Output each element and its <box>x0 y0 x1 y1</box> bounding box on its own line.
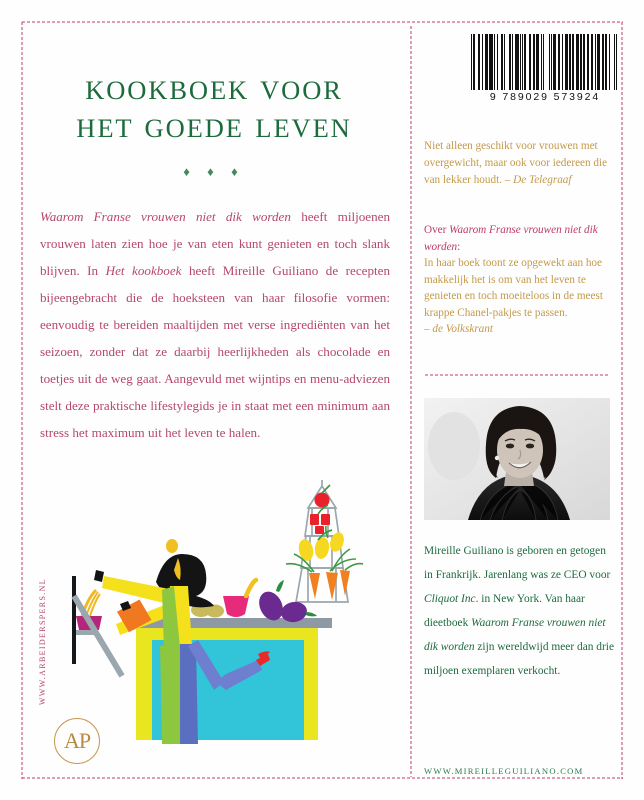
diamond-ornament-icon: ♦ ♦ ♦ <box>183 164 245 180</box>
bio-segment-3: . in New York. Van haar dieetboek <box>424 592 585 629</box>
broom-handle <box>74 596 122 676</box>
hand-icon <box>94 570 104 582</box>
blurb-title-italic-2: Het kookboek <box>105 263 182 279</box>
author-portrait <box>424 398 610 520</box>
hair-bun <box>166 539 178 553</box>
border-top <box>21 21 623 23</box>
quote-2-body: In haar boek toont ze opgewekt aan hoe makkelijk het is om van het leven te genieten en toch moeiteloos in de meest krappe Chanel-pakjes te passen. <box>424 257 603 319</box>
border-left <box>21 21 23 779</box>
press-quote-2 <box>424 222 616 338</box>
quote-2-head-suffix: : <box>457 240 461 253</box>
press-quote-1 <box>424 138 614 189</box>
page-title <box>34 72 394 147</box>
blurb-segment-4: heeft Mireille Guiliano de recepten bijeengebracht die de hoeksteen van haar filosofie vormen: eenvoudig te bereiden maaltijden met verse ingrediënten van het seizoen, zonder dat ze daarbij heerlijkheden als chocolade en toetjes uit de weg gaat. Aangevuld met wijntips en menu-adviezen stelt deze praktische lifestylegids je in staat met een minimum aan stress het maximum uit het leven te halen. <box>40 263 390 440</box>
bio-title-italic: Waarom Franse vrouwen niet dik worden <box>424 616 606 653</box>
author-website[interactable]: WWW.MIREILLEGUILIANO.COM <box>424 766 584 776</box>
blurb-title-italic-1: Waarom Franse vrouwen niet dik worden <box>40 209 291 225</box>
title-line-2: HET GOEDE LEVEN <box>76 112 352 143</box>
bio-segment-5: zijn wereldwijd meer dan drie miljoen exemplaren verkocht. <box>424 640 614 677</box>
border-bottom <box>21 777 623 779</box>
quote-1-source: De Telegraaf <box>513 174 572 187</box>
author-bio <box>424 540 614 684</box>
blurb-text <box>34 204 394 447</box>
border-right <box>621 21 623 779</box>
title-line-1: KOOKBOEK VOOR <box>85 75 343 105</box>
quote-1-text: Niet alleen geschikt voor vrouwen met overgewicht, maar ook voor iedereen die van lekker houdt. – <box>424 140 608 187</box>
title-block <box>34 72 394 147</box>
leg <box>180 644 198 744</box>
illustration-svg <box>60 478 405 748</box>
wall-edge <box>72 576 76 664</box>
column-divider <box>410 25 412 777</box>
right-column <box>424 26 620 776</box>
quote-2-head-title: Waarom Franse vrouwen niet dik worden <box>424 224 598 253</box>
barcode <box>471 34 619 103</box>
publisher-logo: AP <box>54 718 100 764</box>
bio-segment-1: Mireille Guiliano is geboren en getogen in Frankrijk. Jarenlang was ze CEO voor <box>424 545 611 581</box>
basket-produce-icon <box>286 485 363 600</box>
section-divider <box>424 374 610 376</box>
cooking-illustration <box>60 478 405 748</box>
blurb-segment-2: heeft miljoenen vrouwen laten zien hoe je van eten kunt genieten en toch slank blijven. In <box>40 209 391 279</box>
mixing-bowl-icon <box>223 596 249 617</box>
isbn-number: 9 789029 573924 <box>489 91 601 103</box>
publisher-website-vertical[interactable]: WWW.ARBEIDERSPERS.NL <box>38 578 47 706</box>
quote-2-head-prefix: Over <box>424 224 450 236</box>
spoon-icon <box>246 580 256 596</box>
barcode-bars <box>471 34 619 90</box>
quote-2-source: – de Volkskrant <box>424 323 493 336</box>
bio-company-italic: Cliquot Inc <box>424 592 476 605</box>
quote-2-heading <box>424 222 616 255</box>
author-portrait-svg <box>424 398 610 520</box>
